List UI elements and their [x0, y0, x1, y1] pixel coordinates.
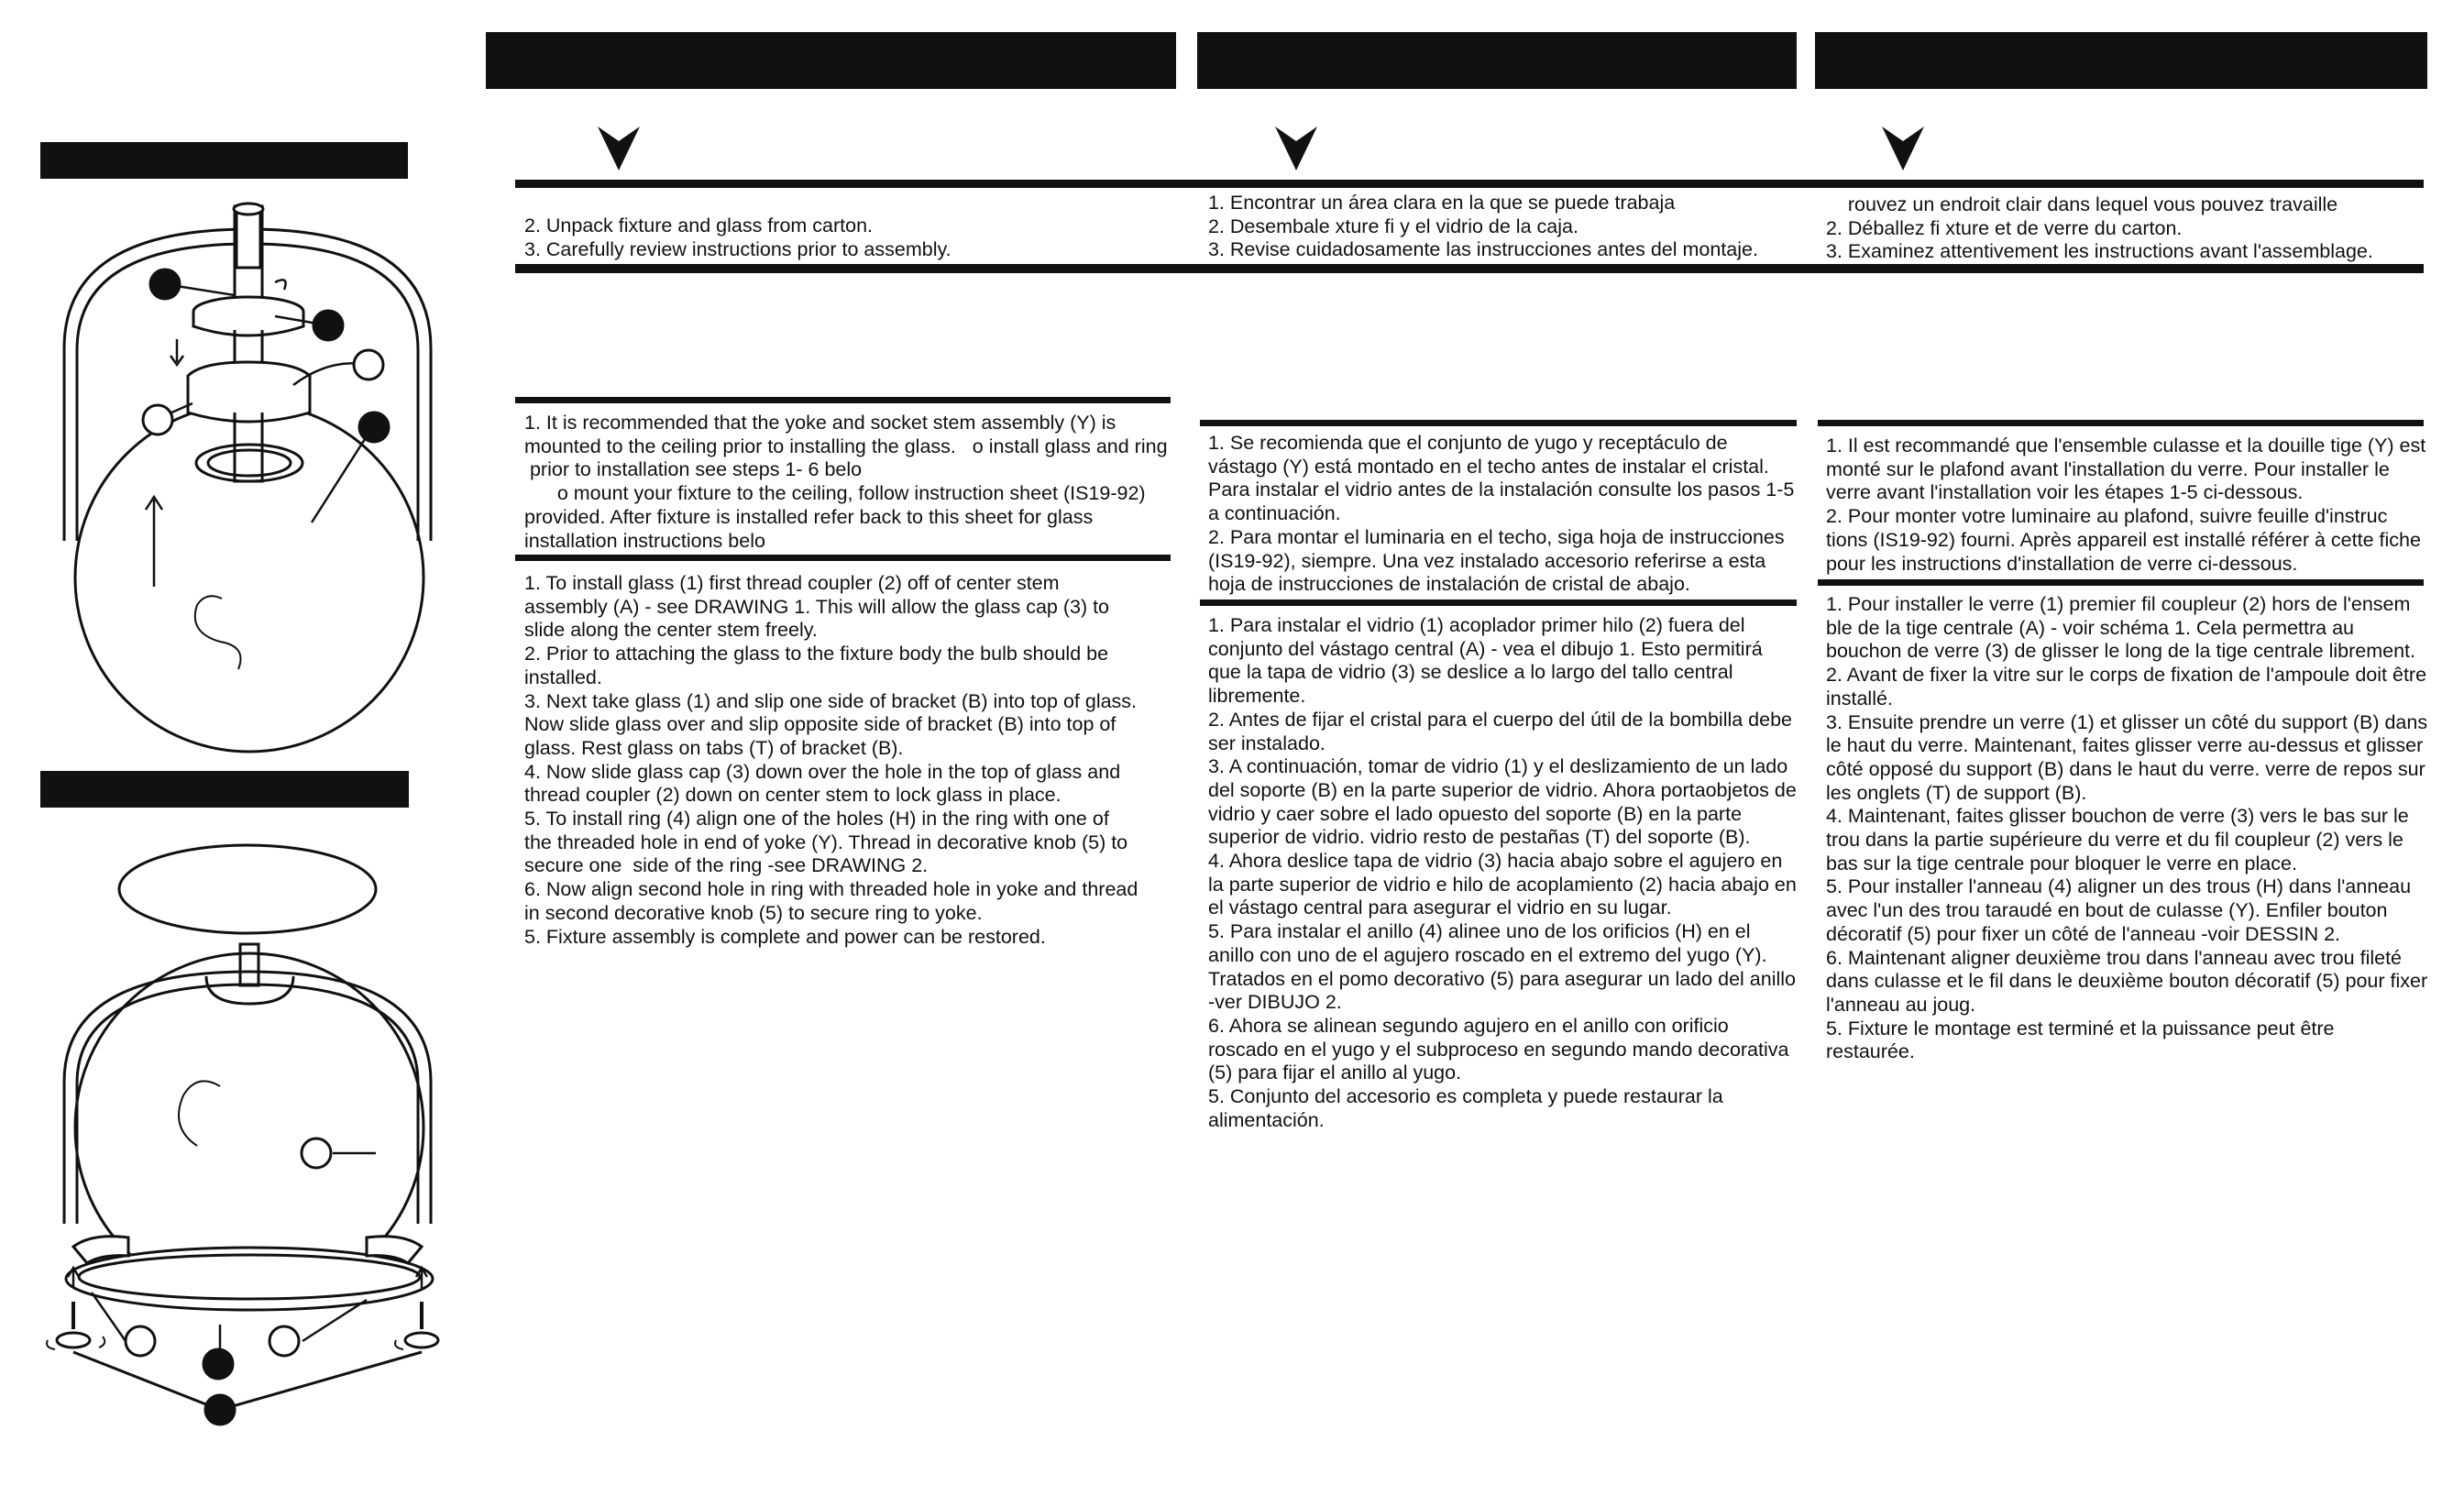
text-line: pour les instructions d'installation de verre ci-dessous. — [1826, 552, 2298, 575]
callout-circle-c — [354, 350, 383, 380]
text-line: 3. A continuación, tomar de vidrio (1) y el deslizamiento de un lado — [1208, 755, 1788, 778]
callout-circle-left — [126, 1326, 155, 1356]
text-line: alimentación. — [1208, 1108, 1325, 1131]
text-line: dans culasse et le fil dans le deuxième bouton décoratif (5) pour fixer — [1826, 970, 2428, 993]
english-note-top-rule — [515, 397, 1171, 403]
callout-dot-e — [359, 412, 389, 442]
text-line: 1. Pour installer le verre (1) premier fil coupleur (2) hors de l'ensem — [1826, 593, 2411, 615]
text-line: 5. Para instalar el anillo (4) alinee uno de los orificios (H) en el — [1208, 920, 1751, 943]
text-line: 2. Déballez fi xture et de verre du carton. — [1826, 216, 2183, 239]
text-line: restaurée. — [1826, 1040, 1915, 1063]
text-line: que la tapa de vidrio (3) se deslice a lo largo del tallo central — [1208, 661, 1733, 684]
text-line: installation instructions belo — [524, 529, 765, 552]
text-line: 2. Unpack fixture and glass from carton. — [524, 214, 874, 236]
drawing-1-header-bar — [40, 142, 408, 179]
french-chevron-down-icon — [1882, 126, 1924, 176]
callout-circle-d — [143, 405, 172, 434]
text-line: côté opposé du support (B) dans le haut du verre. verre de repos sur — [1826, 757, 2426, 780]
text-line: a continuación. — [1208, 502, 1341, 525]
callout-circle-right — [270, 1326, 299, 1356]
english-chevron-down-icon — [598, 126, 640, 176]
english-header-bar — [486, 32, 1176, 89]
text-line: conjunto del vástago central (A) - vea el dibujo 1. Esto permitirá — [1208, 637, 1763, 660]
french-note-top-rule — [1818, 420, 2424, 426]
text-line: installed. — [524, 666, 602, 688]
text-line: décoratif (5) pour fixer un côté de l'anneau -voir DESSIN 2. — [1826, 922, 2340, 945]
text-line: 3. Ensuite prendre un verre (1) et glisser un côté du support (B) dans — [1826, 710, 2428, 733]
callout-dot-knobs — [205, 1395, 235, 1424]
text-line: el vástago central para asegurar el vidrio en su lugar. — [1208, 896, 1672, 919]
text-line: 2. Desembale xture fi y el vidrio de la caja. — [1208, 214, 1578, 237]
text-line: 3. Carefully review instructions prior to assembly. — [524, 237, 952, 260]
callout-dot-b — [314, 311, 343, 340]
callout-circle-h — [302, 1138, 331, 1168]
text-line: secure one side of the ring -see DRAWING 2. — [524, 854, 929, 877]
text-line: -ver DIBUJO 2. — [1208, 991, 1342, 1014]
french-steps-text — [1826, 593, 2427, 1064]
text-line: in second decorative knob (5) to secure ring to yoke. — [524, 901, 983, 924]
text-line: (IS19-92), siempre. Una vez instalado accesorio referirse a esta — [1208, 549, 1766, 572]
text-line: installé. — [1826, 687, 1893, 710]
text-line: Now slide glass over and slip opposite side of bracket (B) into top of — [524, 713, 1116, 736]
prep-bottom-rule — [515, 264, 2424, 273]
text-line: bas sur la tige centrale pour bloquer le verre en place. — [1826, 852, 2297, 874]
callout-dot-ring — [204, 1349, 233, 1379]
text-line: roscado en el yugo y el subproceso en segundo mando decorativa — [1208, 1038, 1789, 1061]
drawing-1-glass-installation — [40, 192, 434, 765]
text-line: 4. Maintenant, faites glisser bouchon de verre (3) vers le bas sur le — [1826, 805, 2409, 828]
text-line: prior to installation see steps 1- 6 belo — [524, 458, 863, 481]
text-line: tions (IS19-92) fourni. Après appareil est installé référer à cette fiche — [1826, 528, 2421, 551]
text-line: les onglets (T) de support (B). — [1826, 781, 2087, 804]
spanish-header-bar — [1197, 32, 1797, 89]
ceiling-canopy — [119, 845, 376, 933]
english-note-text — [524, 412, 1168, 553]
text-line: bouchon de verre (3) de glisser le long de la tige centrale librement. — [1826, 640, 2415, 663]
text-line: 6. Maintenant aligner deuxième trou dans l'anneau avec trou fileté — [1826, 946, 2403, 969]
text-line: 1. Para instalar el vidrio (1) acoplador primer hilo (2) fuera del — [1208, 614, 1745, 636]
text-line: provided. After fixture is installed refer back to this sheet for glass — [524, 505, 1094, 528]
text-line: ser instalado. — [1208, 732, 1326, 754]
drawing-2-ring-installation — [37, 825, 440, 1467]
prep-top-rule — [515, 180, 2424, 188]
text-line: superior de vidrio. vidrio resto de pestañas (T) del soporte (B). — [1208, 826, 1751, 849]
spanish-prep-text — [1208, 192, 1758, 262]
text-line: hoja de instrucciones de instalación de cristal de abajo. — [1208, 573, 1690, 596]
text-line: la parte superior de vidrio e hilo de acoplamiento (2) hacia abajo en — [1208, 873, 1797, 896]
text-line: 5. Pour installer l'anneau (4) aligner un des trous (H) dans l'anneau — [1826, 875, 2412, 898]
text-line: 5. To install ring (4) align one of the holes (H) in the ring with one of — [524, 808, 1109, 830]
text-line: 4. Now slide glass cap (3) down over the hole in the top of glass and — [524, 760, 1121, 783]
text-line: libremente. — [1208, 685, 1306, 708]
text-line: rouvez un endroit clair dans lequel vous pouvez travaille — [1826, 193, 2338, 215]
text-line: 1. Se recomienda que el conjunto de yugo y receptáculo de — [1208, 432, 1728, 454]
text-line: del soporte (B) en la parte superior de vidrio. Ahora portaobjetos de — [1208, 778, 1797, 801]
text-line: glass. Rest glass on tabs (T) of bracket (B). — [524, 736, 904, 759]
callout-dot-a — [150, 270, 180, 299]
french-note-text — [1826, 434, 2426, 576]
text-line: slide along the center stem freely. — [524, 619, 818, 642]
spanish-note-top-rule — [1200, 420, 1797, 426]
text-line: Para instalar el vidrio antes de la instalación consulte los pasos 1-5 — [1208, 478, 1795, 501]
text-line: monté sur le plafond avant l'installation du verre. Pour installer le — [1826, 457, 2390, 480]
text-line: thread coupler (2) down on center stem to lock glass in place. — [524, 784, 1062, 807]
text-line: o mount your fixture to the ceiling, follow instruction sheet (IS19-92) — [524, 482, 1146, 505]
text-line: (5) para fijar el anillo al yugo. — [1208, 1062, 1462, 1084]
text-line: 2. Avant de fixer la vitre sur le corps de fixation de l'ampoule doit être — [1826, 664, 2427, 687]
text-line: Tratados en el pomo decorativo (5) para asegurar un lado del anillo — [1208, 967, 1797, 990]
text-line: le haut du verre. Maintenant, faites glisser verre au-dessus et glisser — [1826, 734, 2424, 757]
text-line: 6. Ahora se alinean segundo agujero en el anillo con orificio — [1208, 1014, 1729, 1037]
text-line: trou dans la partie supérieure du verre et du fil coupleur (2) vers le — [1826, 829, 2404, 852]
text-line: the threaded hole in end of yoke (Y). Thread in decorative knob (5) to — [524, 830, 1128, 853]
text-line: ble de la tige centrale (A) - voir schéma 1. Cela permettra au — [1826, 616, 2354, 639]
text-line: 5. Fixture le montage est terminé et la puissance peut être — [1826, 1017, 2335, 1040]
text-line: anillo con uno de el agujero roscado en el extremo del yugo (Y). — [1208, 943, 1767, 966]
french-header-bar — [1815, 32, 2427, 89]
text-line: vidrio y caer sobre el lado opuesto del soporte (B) en la parte — [1208, 802, 1743, 825]
spanish-note-bottom-rule — [1200, 600, 1797, 606]
spanish-steps-text — [1208, 614, 1797, 1132]
drawing-2-header-bar — [40, 771, 409, 808]
text-line: l'anneau au joug. — [1826, 993, 1976, 1016]
text-line: 2. Pour monter votre luminaire au plafond, suivre feuille d'instruc — [1826, 505, 2388, 528]
text-line: 2. Prior to attaching the glass to the fixture body the bulb should be — [524, 643, 1109, 666]
text-line: 3. Examinez attentivement les instructions avant l'assemblage. — [1826, 240, 2373, 263]
text-line: 5. Conjunto del accesorio es completa y puede restaurar la — [1208, 1085, 1723, 1108]
text-line: 5. Fixture assembly is complete and power can be restored. — [524, 925, 1046, 948]
text-line: 2. Para montar el luminaria en el techo, siga hoja de instrucciones — [1208, 525, 1785, 548]
text-line: avec l'un des trou taraudé en bout de culasse (Y). Enfiler bouton — [1826, 899, 2388, 922]
text-line: 1. Encontrar un área clara en la que se puede trabaja — [1208, 192, 1676, 214]
text-line: assembly (A) - see DRAWING 1. This will allow the glass cap (3) to — [524, 595, 1110, 618]
english-steps-text — [524, 572, 1138, 949]
text-line: mounted to the ceiling prior to installing the glass. o install glass and ring — [524, 434, 1168, 457]
text-line: 2. Antes de fijar el cristal para el cuerpo del útil de la bombilla debe — [1208, 708, 1793, 731]
french-note-bottom-rule — [1818, 579, 2424, 586]
decorative-ring — [66, 1248, 433, 1310]
text-line: 1. Il est recommandé que l'ensemble culasse et la douille tige (Y) est — [1826, 434, 2426, 456]
spanish-note-text — [1208, 432, 1794, 597]
text-line: 1. To install glass (1) first thread coupler (2) off of center stem — [524, 572, 1060, 594]
text-line: 3. Next take glass (1) and slip one side of bracket (B) into top of glass. — [524, 689, 1138, 712]
text-line: 6. Now align second hole in ring with threaded hole in yoke and thread — [524, 878, 1138, 901]
text-line: verre avant l'installation voir les étapes 1-5 ci-dessous. — [1826, 481, 2304, 504]
text-line: 1. It is recommended that the yoke and socket stem assembly (Y) is — [524, 412, 1116, 434]
text-line: 4. Ahora deslice tapa de vidrio (3) hacia abajo sobre el agujero en — [1208, 850, 1783, 873]
text-line: vástago (Y) está montado en el techo antes de instalar el cristal. — [1208, 455, 1769, 478]
english-note-bottom-rule — [515, 555, 1171, 561]
spanish-chevron-down-icon — [1275, 126, 1317, 176]
french-prep-text — [1826, 193, 2373, 264]
text-line: 3. Revise cuidadosamente las instrucciones antes del montaje. — [1208, 238, 1758, 261]
english-prep-text — [524, 214, 952, 261]
